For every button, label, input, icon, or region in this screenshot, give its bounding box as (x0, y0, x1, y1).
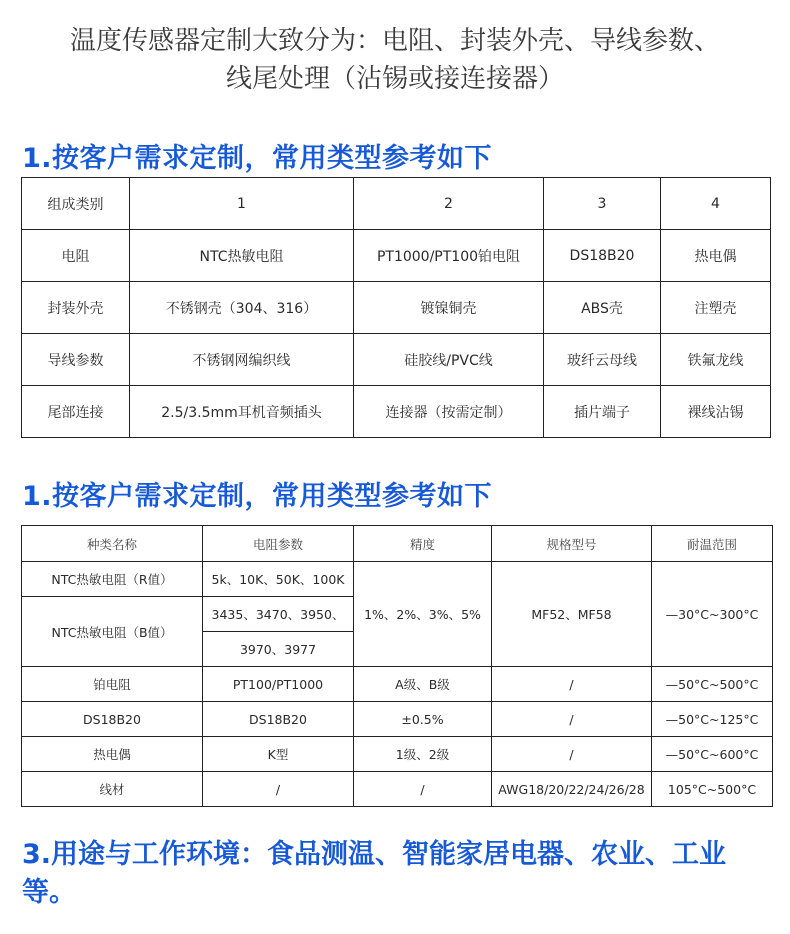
table-cell: 连接器（按需定制） (354, 386, 544, 438)
table-header-row (22, 178, 771, 230)
table-cell: 线材 (22, 772, 203, 807)
table-row (22, 562, 773, 597)
table-row (22, 386, 771, 438)
table-cell: NTC热敏电阻（B值） (22, 597, 203, 667)
table-cell: ±0.5% (354, 702, 492, 737)
table-cell: —50°C~500°C (652, 667, 773, 702)
table-row (22, 737, 773, 772)
section-3-heading: 3.用途与工作环境：食品测温、智能家居电器、农业、工业等。 (22, 839, 727, 908)
specification-table (21, 525, 773, 807)
table-cell: 封装外壳 (22, 282, 130, 334)
table-cell: 铂电阻 (22, 667, 203, 702)
table-cell: 电阻 (22, 230, 130, 282)
table-cell: / (354, 772, 492, 807)
table-cell: / (492, 667, 652, 702)
table-cell: A级、B级 (354, 667, 492, 702)
table-cell: DS18B20 (203, 702, 354, 737)
table-cell: 5k、10K、50K、100K (203, 562, 354, 597)
table-cell: ABS壳 (544, 282, 661, 334)
table-cell: K型 (203, 737, 354, 772)
table-cell: PT100/PT1000 (203, 667, 354, 702)
table-cell: NTC热敏电阻（R值） (22, 562, 203, 597)
table-cell: / (203, 772, 354, 807)
table-cell: / (492, 702, 652, 737)
table-header-cell: 组成类别 (22, 178, 130, 230)
table-cell: 2.5/3.5mm耳机音频插头 (130, 386, 354, 438)
table-cell: 不锈钢网编织线 (130, 334, 354, 386)
table-header-cell: 规格型号 (492, 526, 652, 562)
table-cell: DS18B20 (544, 230, 661, 282)
table-cell: DS18B20 (22, 702, 203, 737)
table-row (22, 230, 771, 282)
table-cell: / (492, 737, 652, 772)
table-header-row (22, 526, 773, 562)
customization-table (21, 177, 771, 438)
table-cell: 105°C~500°C (652, 772, 773, 807)
table-row (22, 772, 773, 807)
table-cell: MF52、MF58 (492, 562, 652, 667)
table-cell: AWG18/20/22/24/26/28 (492, 772, 652, 807)
table-header-cell: 2 (354, 178, 544, 230)
table-cell: —30°C~300°C (652, 562, 773, 667)
table-row (22, 334, 771, 386)
intro-text (0, 22, 790, 98)
table-cell: 3970、3977 (203, 632, 354, 667)
table-cell: PT1000/PT100铂电阻 (354, 230, 544, 282)
table-cell: 1级、2级 (354, 737, 492, 772)
table-row (22, 702, 773, 737)
table-cell: 插片端子 (544, 386, 661, 438)
table-cell: 尾部连接 (22, 386, 130, 438)
table-header-cell: 4 (661, 178, 771, 230)
table-cell: 注塑壳 (661, 282, 771, 334)
section-2-heading: 1.按客户需求定制，常用类型参考如下 (22, 481, 493, 512)
table-header-cell: 耐温范围 (652, 526, 773, 562)
table-cell: 铁氟龙线 (661, 334, 771, 386)
table-cell: 3435、3470、3950、 (203, 597, 354, 632)
table-cell: —50°C~600°C (652, 737, 773, 772)
table-header-cell: 电阻参数 (203, 526, 354, 562)
table-cell: 导线参数 (22, 334, 130, 386)
table-header-cell: 3 (544, 178, 661, 230)
table-row (22, 282, 771, 334)
table-header-cell: 种类名称 (22, 526, 203, 562)
table-cell: 硅胶线/PVC线 (354, 334, 544, 386)
table-row (22, 667, 773, 702)
table-cell: —50°C~125°C (652, 702, 773, 737)
table-cell: 热电偶 (22, 737, 203, 772)
table-header-cell: 精度 (354, 526, 492, 562)
intro-line-1: 温度传感器定制大致分为：电阻、封装外壳、导线参数、 (69, 26, 720, 56)
intro-line-2: 线尾处理（沾锡或接连接器） (225, 64, 564, 94)
table-cell: 1%、2%、3%、5% (354, 562, 492, 667)
table-cell: 热电偶 (661, 230, 771, 282)
table-cell: 裸线沾锡 (661, 386, 771, 438)
table-cell: 镀镍铜壳 (354, 282, 544, 334)
table-cell: 玻纤云母线 (544, 334, 661, 386)
table-cell: 不锈钢壳（304、316） (130, 282, 354, 334)
section-1-heading: 1.按客户需求定制，常用类型参考如下 (22, 143, 493, 174)
table-header-cell: 1 (130, 178, 354, 230)
table-cell: NTC热敏电阻 (130, 230, 354, 282)
